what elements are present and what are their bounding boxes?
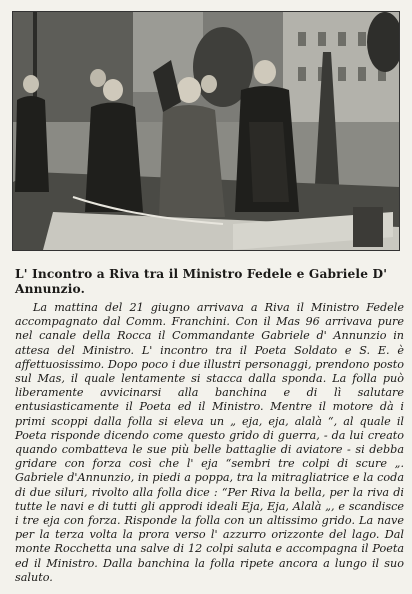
historical-photo xyxy=(12,11,400,251)
article-body: La mattina del 21 giugno arrivava a Riva il Ministro Fedele accompagnato dal Comm. Franchini. Con il Mas 96 arrivava pure nel canale della Rocca il Commandante Gabriele d' Annunzio in attesa del Ministro. L' incontro tra il Poeta Soldato e S. E. è affettuosissimo. Dopo poco i due illustri personaggi, prendono posto sul Mas, il quale lentamente si stacca dalla sponda. La folla può liberamente avvicinarsi alla banchina e di lì salutare entusiasticamente il Poeta ed il Ministro. Mentre il motore dà i primi scoppi dalla folla si eleva un „ eja, eja, alalà “, al quale il Poeta risponde dicendo come questo grido di guerra, - da lui creato quando combatteva le sue più belle battaglie di aviatore - si debba gridare con forza così che l' eja “sembri tre colpi di scure „. Gabriele d'Annunzio, in piedi a poppa, tra la mitragliatrice e la coda di due siluri, rivolto alla folla dice : “Per Riva la bella, per la riva di tutte le navi e di tutti gli approdi ideali Eja, Eja, Alalà „, e scandisce i tre eja con forza. Risponde la folla con un altissimo grido. La nave per la terza volta la prora verso l' azzurro orizzonte del lago. Dal monte Rocchetta una salve di 12 colpi saluta e accompagna il Poeta ed il Ministro. Dalla banchina la folla ripete ancora a lungo il suo saluto. xyxy=(15,301,404,584)
photo-illustration xyxy=(13,12,399,250)
photo-caption: L' Incontro a Riva tra il Ministro Fedele e Gabriele D' Annunzio. xyxy=(15,267,388,296)
